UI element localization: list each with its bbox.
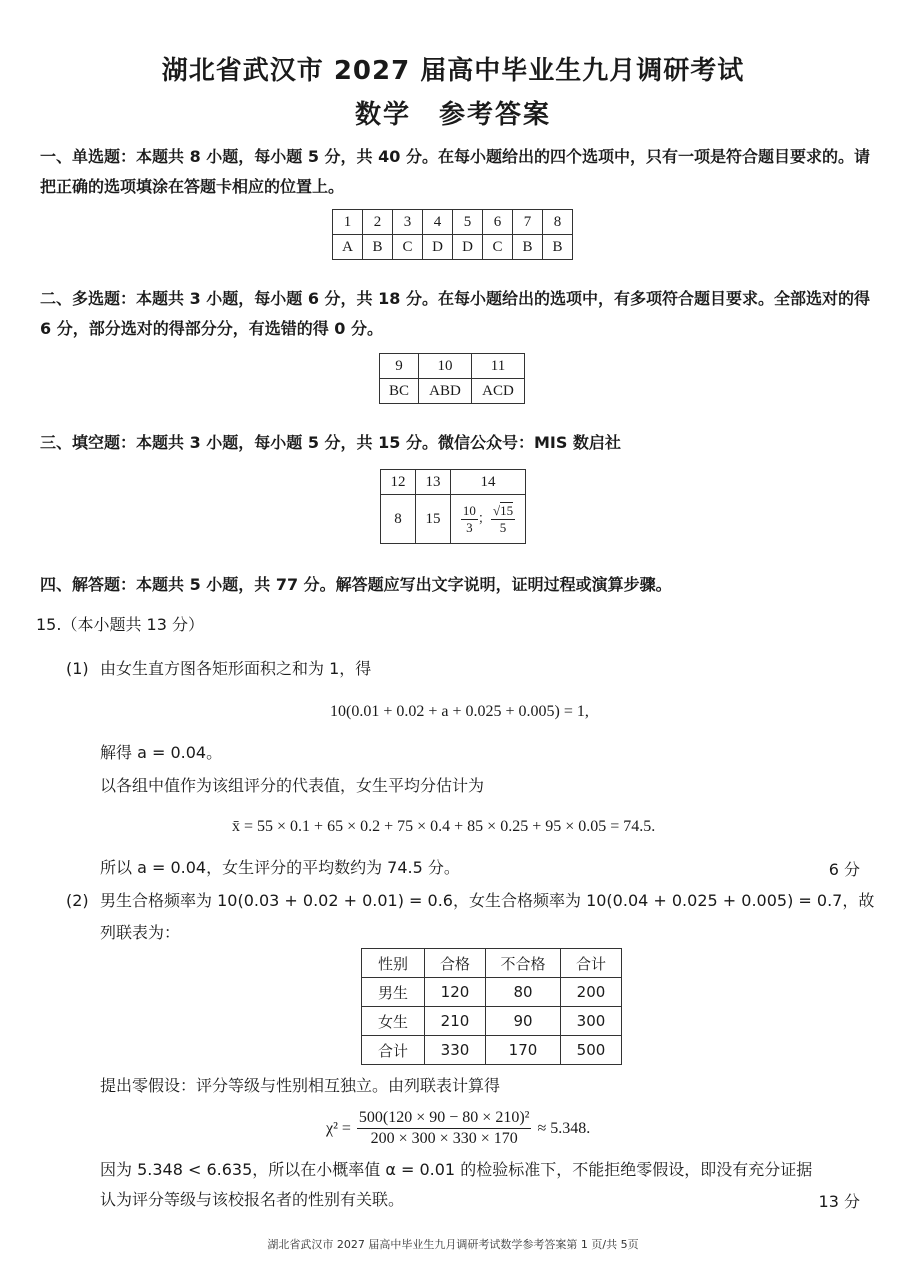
equation-mean: x̄ = 55 × 0.1 + 65 × 0.2 + 75 × 0.4 + 85 × 0.25 + 95 × 0.05 = 74.5. [232,818,656,835]
table-row [362,1007,622,1036]
contingency-table [361,948,622,1065]
null-hypothesis: 提出零假设：评分等级与性别相互独立。由列联表计算得 [100,1076,501,1095]
table-row [381,495,526,544]
part-1-conclusion: 所以 a = 0.04，女生评分的平均数约为 74.5 分。 [100,858,460,877]
table-cell: 170 [486,1036,561,1065]
question-number: 9 [380,354,419,379]
document-subtitle: 数学 参考答案 [354,100,551,130]
part-2-frequency: 男生合格频率为 10(0.03 + 0.02 + 0.01) = 0.6，女生合格频率为 10(0.04 + 0.025 + 0.005) = 0.7，故 [100,891,875,910]
question-number: 8 [543,210,573,235]
table-row [362,978,622,1007]
answer-cell: D [453,235,483,260]
table-row [333,210,573,235]
fraction: $\frac{10}{3}$ [462,502,476,535]
column-header: 合格 [425,949,486,978]
table-cell: 300 [561,1007,622,1036]
conclusion-line-2: 认为评分等级与该校报名者的性别有关联。 [100,1190,405,1209]
fill-blank-answer-table [380,469,526,544]
answer-cell: ABD [419,379,472,404]
question-number: 14 [451,470,526,495]
table-cell: 330 [425,1036,486,1065]
row-label: 女生 [362,1007,425,1036]
chi-square-formula [326,1108,590,1149]
answer-cell: C [483,235,513,260]
single-choice-answer-table [332,209,573,260]
question-number: 7 [513,210,543,235]
row-label: 男生 [362,978,425,1007]
question-number: 13 [416,470,451,495]
question-number: 2 [363,210,393,235]
answer-cell: B [543,235,573,260]
mean-intro: 以各组中值作为该组评分的代表值，女生平均分估计为 [100,776,485,795]
solve-result: 解得 a = 0.04。 [100,743,223,762]
part-1-score: 6 分 [828,860,860,879]
table-row [362,1036,622,1065]
question-number: 3 [393,210,423,235]
part-2-label: (2) [66,891,89,910]
answer-cell: 15 [416,495,451,544]
question-number: 6 [483,210,513,235]
table-cell: 210 [425,1007,486,1036]
part-2-table-intro: 列联表为： [100,923,181,942]
answer-cell: A [333,235,363,260]
section-single-choice-instructions: 一、单选题：本题共 8 小题，每小题 5 分，共 40 分。在每小题给出的四个选项中，只有一项是符合题目要求的。请把正确的选项填涂在答题卡相应的位置上。 [40,147,870,196]
question-number: 11 [472,354,525,379]
multiple-choice-answer-table [379,353,525,404]
answer-cell: 8 [381,495,416,544]
page-footer: 湖北省武汉市 2027 届高中毕业生九月调研考试数学参考答案第 1 页/共 5页 [267,1238,639,1251]
part-1-intro: 由女生直方图各矩形面积之和为 1，得 [100,659,372,678]
section-solution-instructions: 四、解答题：本题共 5 小题，共 77 分。解答题应写出文字说明，证明过程或演算步骤。 [40,575,672,594]
question-number: 4 [423,210,453,235]
answer-cell: B [363,235,393,260]
equation-area-sum: 10(0.01 + 0.02 + a + 0.025 + 0.005) = 1, [330,703,589,720]
question-number: 1 [333,210,363,235]
conclusion-line-1: 因为 5.348 < 6.635，所以在小概率值 α = 0.01 的检验标准下，不能拒绝零假设，即没有充分证据 [100,1160,813,1179]
table-row [381,470,526,495]
table-cell: 80 [486,978,561,1007]
answer-cell: B [513,235,543,260]
exam-title: 湖北省武汉市 2027 届高中毕业生九月调研考试 [161,56,745,86]
answer-cell: C [393,235,423,260]
chi-square-result: ≈ 5.348. [537,1119,591,1137]
question-number: 12 [381,470,416,495]
fraction: $\frac{√15}{5}$ [492,502,514,535]
chi-square-fraction [357,1108,532,1149]
section-fill-blank-instructions: 三、填空题：本题共 3 小题，每小题 5 分，共 15 分。微信公众号：MIS 数启社 [40,433,621,452]
column-header: 性别 [362,949,425,978]
part-2-score: 13 分 [818,1192,860,1211]
table-row [380,354,525,379]
chi-square-denominator: 200 × 300 × 330 × 170 [370,1130,518,1147]
section-multiple-choice-instructions: 二、多选题：本题共 3 小题，每小题 6 分，共 18 分。在每小题给出的选项中，有多项符合题目要求。全部选对的得 6 分，部分选对的得部分分，有选错的得 0 分。 [40,289,870,338]
row-label: 合计 [362,1036,425,1065]
answer-cell: BC [380,379,419,404]
question-number: 10 [419,354,472,379]
column-header: 合计 [561,949,622,978]
table-row [380,379,525,404]
question-number: 5 [453,210,483,235]
part-1-label: (1) [66,659,89,678]
column-header: 不合格 [486,949,561,978]
table-cell: 120 [425,978,486,1007]
table-row [362,949,622,978]
answer-cell: D [423,235,453,260]
table-cell: 500 [561,1036,622,1065]
question-15-heading: 15.（本小题共 13 分） [36,615,204,634]
table-cell: 200 [561,978,622,1007]
table-cell: 90 [486,1007,561,1036]
answer-cell: ACD [472,379,525,404]
chi-square-lhs: χ² = [326,1119,351,1137]
answer-cell-q14: $\frac{10}{3}$ ； $\frac{√15}{5}$ [451,495,526,544]
chi-square-numerator: 500(120 × 90 − 80 × 210)² [357,1108,532,1129]
table-row [333,235,573,260]
